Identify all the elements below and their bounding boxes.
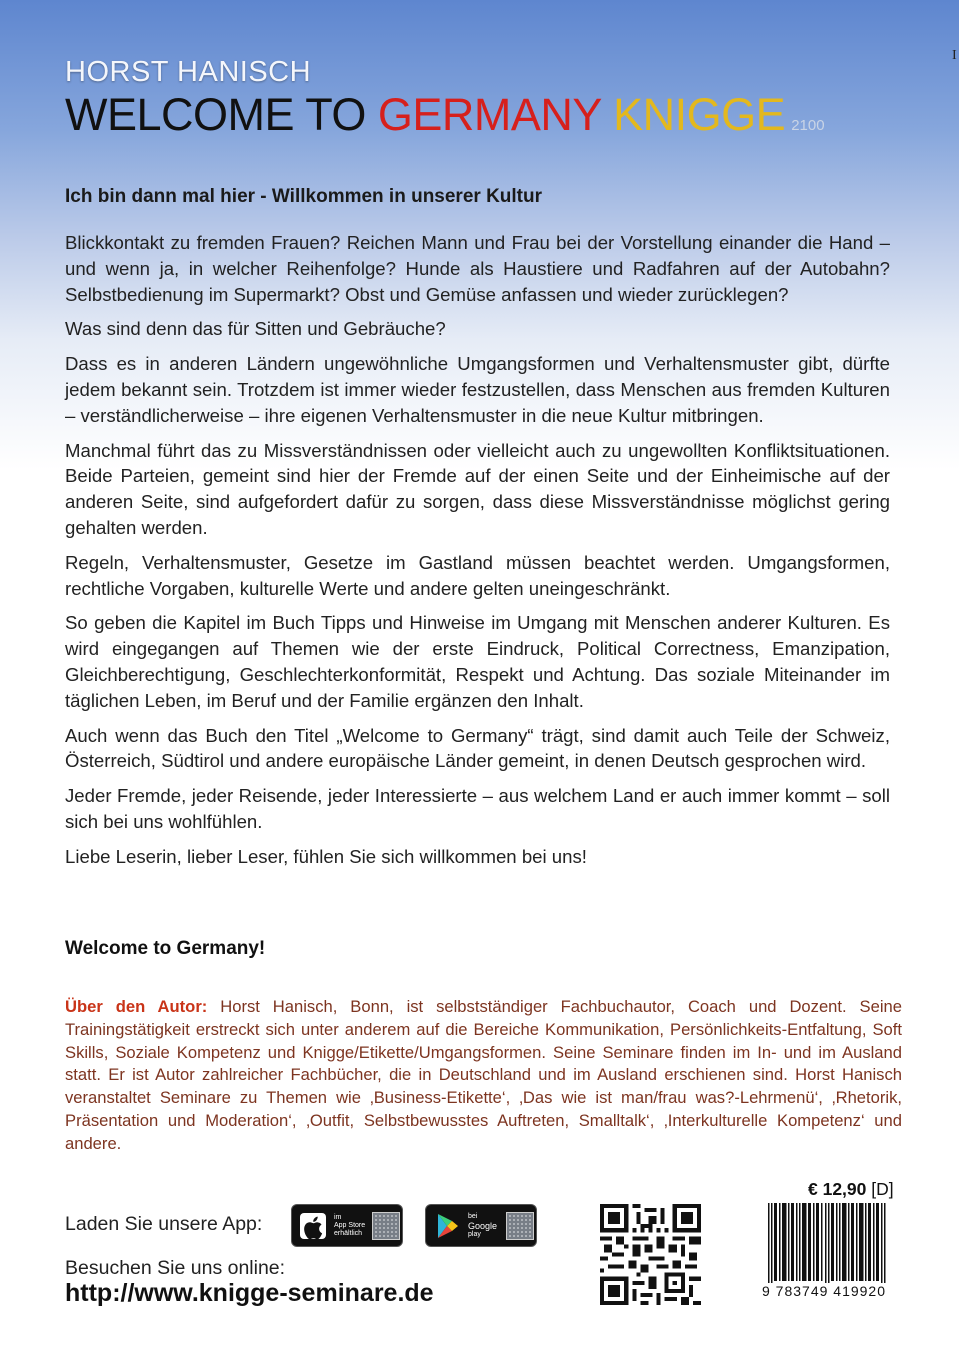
app-store-badge[interactable] [291, 1204, 403, 1247]
about-author [65, 996, 902, 1156]
subtitle: Ich bin dann mal hier - Willkommen in unserer Kultur [65, 186, 543, 207]
title-part-knigge: KNIGGE [613, 89, 786, 140]
price-amount: € 12,90 [808, 1179, 867, 1199]
website-link[interactable]: http://www.knigge-seminare.de [65, 1279, 434, 1307]
author-name: HORST HANISCH [65, 56, 312, 88]
isbn-number: 9 783749 419920 [762, 1283, 886, 1299]
title-part-germany: GERMANY [377, 89, 602, 140]
title-year: 2100 [791, 117, 825, 134]
title-part-welcome: WELCOME TO [65, 89, 366, 140]
badge-qr-icon [506, 1212, 534, 1240]
apple-icon [298, 1211, 328, 1241]
edge-mark: I [952, 48, 957, 63]
book-title [65, 89, 825, 141]
paragraph: Manchmal führt das zu Missverständnissen oder vielleicht auch zu ungewollten Konfliktsituationen. Beide Parteien, gemeint sind hier der Fremde auf der einen Seite und der Einheimische auf der anderen Seite, sind aufgefordert dafür zu sorgen, dass diese Missverständnisse möglichst gering gehalten werden. [65, 439, 890, 538]
qr-code-icon[interactable] [600, 1204, 701, 1305]
app-label: Laden Sie unsere App: [65, 1213, 263, 1235]
paragraph: Blickkontakt zu fremden Frauen? Reichen Mann und Frau bei der Vorstellung einander die Hand – und wenn ja, in welcher Reihenfolge? Hunde als Haustiere und Radfahren auf der Autobahn? Selbstbedienung im Supermarkt? Obst und Gemüse anfassen und wieder zurücklegen? [65, 232, 890, 305]
paragraph: Auch wenn das Buch den Titel „Welcome to Germany“ trägt, sind damit auch Teile der Schweiz, Österreich, Südtirol und andere europäische Länder gemeint, in denen Deutsch gesprochen wird. [65, 724, 890, 772]
google-play-icon [432, 1211, 462, 1241]
blurb-text [65, 230, 890, 879]
about-author-label: Über den Autor: [65, 997, 208, 1016]
badge-qr-icon [372, 1212, 400, 1240]
paragraph: Was sind denn das für Sitten und Gebräuche? [65, 318, 446, 340]
price-region: [D] [871, 1179, 894, 1199]
online-label: Besuchen Sie uns online: [65, 1257, 286, 1279]
about-author-text: Horst Hanisch, Bonn, ist selbstständiger Fachbuchautor, Coach und Dozent. Seine Trainingstätigkeit erstreckt sich unter anderem auf die Bereiche Kommunikation, Persönlichkeits-Entfaltung, Soft Skills, Soziale Kompetenz und Knigge/Etikette/Umgangsformen. Seine Seminare finden im In- und im Ausland statt. Er ist Autor zahlreicher Fachbücher, die in Deutschland und im Ausland erschienen sind. Horst Hanisch veranstaltet Seminare zu Themen wie ‚Business-Etikette‘, ‚Das wie ist man/frau was?-Lehrmenü‘, ‚Rhetorik, Präsentation und Moderation‘, ‚Outfit, Selbstbewusstes Auftreten, Smalltalk‘, ‚Interkulturelle Kompetenz‘ und andere. [65, 997, 902, 1153]
paragraph: Liebe Leserin, lieber Leser, fühlen Sie sich willkommen bei uns! [65, 845, 587, 867]
paragraph: Dass es in anderen Ländern ungewöhnliche Umgangsformen und Verhaltensmuster gibt, dürfte jedem bekannt sein. Trotzdem ist immer wieder festzustellen, dass Menschen aus fremden Kulturen – verständlicherweise – ihre eigenen Verhaltensmuster in die neue Kultur mitbringen. [65, 353, 890, 426]
app-store-text: im App Store erhältlich [334, 1213, 366, 1237]
paragraph: Regeln, Verhaltensmuster, Gesetze im Gastland müssen beachtet werden. Umgangsformen, rechtliche Vorgaben, kulturelle Werte und andere gelten uneingeschränkt. [65, 551, 890, 599]
closing-line: Welcome to Germany! [65, 938, 266, 959]
paragraph: So geben die Kapitel im Buch Tipps und Hinweise im Umgang mit Menschen anderer Kulturen. Es wird eingegangen auf Themen wie der erste Eindruck, Political Correctness, Emanzipation, Gleichberechtigung, Geschlechterkonformität, Respekt und Achtung. Das soziale Miteinander im täglichen Leben, im Beruf und der Familie ergänzen den Inhalt. [65, 612, 890, 711]
barcode-icon [758, 1203, 897, 1293]
google-play-text: bei Google play [468, 1212, 498, 1238]
google-play-badge[interactable] [425, 1204, 537, 1247]
paragraph: Jeder Fremde, jeder Reisende, jeder Interessierte – aus welchem Land er auch immer kommt – soll sich bei uns wohlfühlen. [65, 785, 890, 832]
price [808, 1179, 894, 1200]
